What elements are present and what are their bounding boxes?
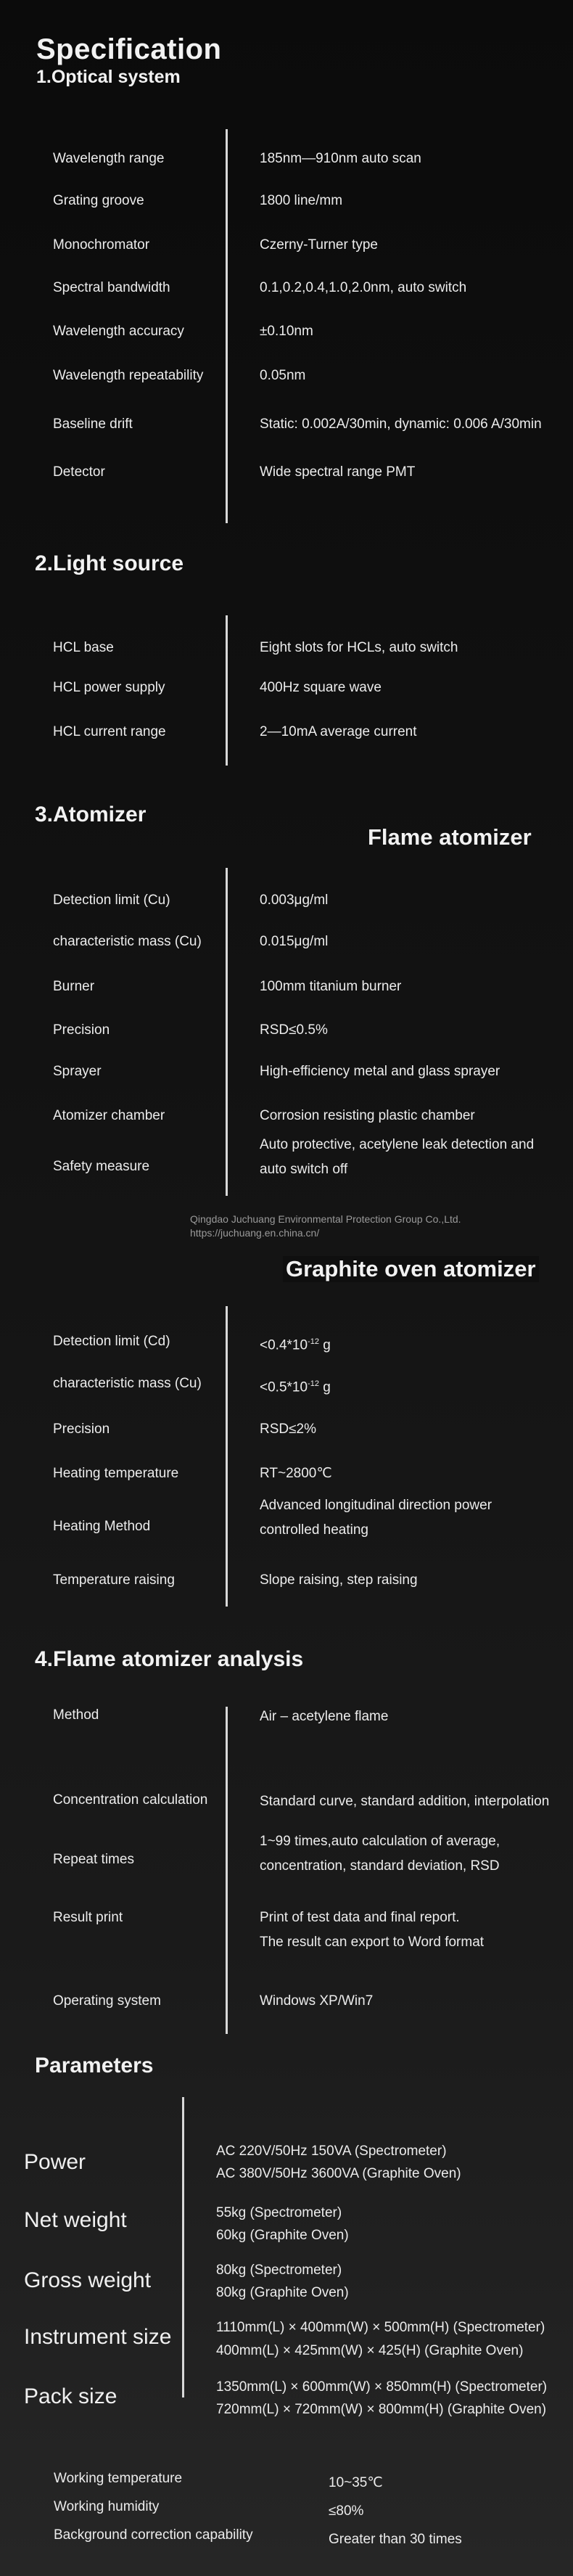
spec-label: Baseline drift bbox=[53, 417, 133, 432]
spec-value: Air – acetylene flame bbox=[260, 1709, 389, 1724]
param-value: 55kg (Spectrometer) bbox=[216, 2205, 342, 2220]
spec-label: HCL power supply bbox=[53, 680, 165, 695]
spec-label: Operating system bbox=[53, 1993, 161, 2009]
graphite-atomizer-title: Graphite oven atomizer bbox=[283, 1256, 539, 1282]
spec-value: 0.05nm bbox=[260, 368, 306, 383]
watermark-company: Qingdao Juchuang Environmental Protection Group Co.,Ltd. bbox=[190, 1213, 461, 1225]
watermark-url: https://juchuang.en.china.cn/ bbox=[190, 1227, 320, 1239]
param-value: AC 220V/50Hz 150VA (Spectrometer) bbox=[216, 2144, 447, 2159]
spec-value: Advanced longitudinal direction power bbox=[260, 1498, 492, 1513]
spec-label: Heating Method bbox=[53, 1519, 151, 1534]
spec-value: 2—10mA average current bbox=[260, 724, 417, 739]
divider-graphite bbox=[226, 1306, 228, 1607]
misc-value: ≤80% bbox=[329, 2503, 364, 2519]
spec-value: Print of test data and final report. bbox=[260, 1910, 460, 1925]
spec-label: Spectral bandwidth bbox=[53, 280, 170, 295]
spec-label: Precision bbox=[53, 1022, 110, 1038]
spec-value: $<0.5*10^{-12}$ g bbox=[260, 1379, 331, 1395]
spec-value: RSD≤0.5% bbox=[260, 1022, 328, 1038]
spec-value: Corrosion resisting plastic chamber bbox=[260, 1108, 475, 1123]
spec-label: Precision bbox=[53, 1422, 110, 1437]
spec-value: controlled heating bbox=[260, 1522, 368, 1538]
param-label: Gross weight bbox=[24, 2268, 152, 2292]
spec-label: Wavelength range bbox=[53, 151, 165, 166]
spec-label: HCL current range bbox=[53, 724, 166, 739]
spec-label: Sprayer bbox=[53, 1064, 102, 1079]
param-value: AC 380V/50Hz 3600VA (Graphite Oven) bbox=[216, 2166, 461, 2181]
spec-label: Method bbox=[53, 1707, 99, 1723]
spec-label: characteristic mass (Cu) bbox=[53, 1376, 202, 1391]
spec-label: Temperature raising bbox=[53, 1572, 175, 1588]
spec-label: Heating temperature bbox=[53, 1466, 179, 1481]
spec-value: Windows XP/Win7 bbox=[260, 1993, 374, 2009]
spec-value: 0.003μg/ml bbox=[260, 893, 329, 908]
spec-label: Grating groove bbox=[53, 193, 144, 208]
spec-value: Static: 0.002A/30min, dynamic: 0.006 A/30min bbox=[260, 417, 542, 432]
spec-label: Monochromator bbox=[53, 237, 150, 253]
misc-value: Greater than 30 times bbox=[329, 2532, 462, 2547]
misc-label: Working humidity bbox=[54, 2499, 160, 2514]
spec-label: characteristic mass (Cu) bbox=[53, 934, 202, 949]
divider-parameters bbox=[182, 2097, 184, 2397]
spec-value: Eight slots for HCLs, auto switch bbox=[260, 640, 458, 655]
section-parameters-title: Parameters bbox=[35, 2054, 154, 2077]
spec-value: RSD≤2% bbox=[260, 1422, 317, 1437]
divider-optical bbox=[226, 129, 228, 523]
spec-label: Result print bbox=[53, 1910, 123, 1925]
param-value: 1350mm(L) × 600mm(W) × 850mm(H) (Spectrometer) bbox=[216, 2379, 548, 2395]
spec-value: 0.015μg/ml bbox=[260, 934, 329, 949]
flame-atomizer-title: Flame atomizer bbox=[368, 824, 532, 850]
spec-value: ±0.10nm bbox=[260, 324, 313, 339]
spec-value: RT~2800℃ bbox=[260, 1466, 332, 1481]
section-atomizer-title: 3.Atomizer bbox=[35, 803, 147, 826]
section-light-title: 2.Light source bbox=[35, 551, 184, 575]
spec-label: Detection limit (Cu) bbox=[53, 893, 170, 908]
spec-value: Slope raising, step raising bbox=[260, 1572, 418, 1588]
spec-label: Repeat times bbox=[53, 1852, 134, 1867]
divider-analysis bbox=[226, 1707, 228, 2034]
spec-value: $<0.4*10^{-12}$ g bbox=[260, 1337, 331, 1353]
spec-value: concentration, standard deviation, RSD bbox=[260, 1858, 500, 1874]
spec-label: HCL base bbox=[53, 640, 114, 655]
param-value: 720mm(L) × 720mm(W) × 800mm(H) (Graphite Oven) bbox=[216, 2402, 547, 2417]
spec-label: Safety measure bbox=[53, 1159, 150, 1174]
param-label: Pack size bbox=[24, 2384, 118, 2408]
page-title: Specification bbox=[36, 33, 222, 65]
spec-label: Concentration calculation bbox=[53, 1792, 208, 1808]
spec-value: High-efficiency metal and glass sprayer bbox=[260, 1064, 500, 1079]
spec-label: Detection limit (Cd) bbox=[53, 1334, 170, 1349]
misc-value: 10~35℃ bbox=[329, 2475, 383, 2490]
spec-value: 1800 line/mm bbox=[260, 193, 343, 208]
spec-value: 185nm—910nm auto scan bbox=[260, 151, 421, 166]
spec-value: auto switch off bbox=[260, 1162, 348, 1177]
spec-value: 100mm titanium burner bbox=[260, 979, 402, 994]
watermark bbox=[190, 1213, 461, 1240]
section-optical-title: 1.Optical system bbox=[36, 67, 181, 87]
param-label: Power bbox=[24, 2150, 86, 2174]
spec-label: Wavelength repeatability bbox=[53, 368, 204, 383]
spec-value: 1~99 times,auto calculation of average, bbox=[260, 1834, 500, 1849]
spec-value: 0.1,0.2,0.4,1.0,2.0nm, auto switch bbox=[260, 280, 467, 295]
param-value: 400mm(L) × 425mm(W) × 425(H) (Graphite Oven) bbox=[216, 2343, 524, 2358]
spec-value: Auto protective, acetylene leak detection and bbox=[260, 1137, 535, 1152]
section-analysis-title: 4.Flame atomizer analysis bbox=[35, 1647, 304, 1671]
spec-label: Atomizer chamber bbox=[53, 1108, 165, 1123]
spec-label: Burner bbox=[53, 979, 95, 994]
misc-label: Background correction capability bbox=[54, 2527, 253, 2543]
spec-value: The result can export to Word format bbox=[260, 1935, 485, 1950]
param-value: 80kg (Spectrometer) bbox=[216, 2263, 342, 2278]
spec-label: Wavelength accuracy bbox=[53, 324, 184, 339]
spec-value: Wide spectral range PMT bbox=[260, 464, 416, 480]
param-value: 60kg (Graphite Oven) bbox=[216, 2228, 349, 2243]
divider-flame bbox=[226, 868, 228, 1196]
spec-value: 400Hz square wave bbox=[260, 680, 382, 695]
param-label: Instrument size bbox=[24, 2325, 172, 2349]
spec-label: Detector bbox=[53, 464, 105, 480]
misc-label: Working temperature bbox=[54, 2471, 183, 2486]
param-value: 1110mm(L) × 400mm(W) × 500mm(H) (Spectrometer) bbox=[216, 2320, 545, 2335]
spec-value: Czerny-Turner type bbox=[260, 237, 378, 253]
divider-light bbox=[226, 615, 228, 766]
param-label: Net weight bbox=[24, 2208, 127, 2232]
param-value: 80kg (Graphite Oven) bbox=[216, 2285, 349, 2300]
spec-value: Standard curve, standard addition, interpolation bbox=[260, 1794, 550, 1809]
